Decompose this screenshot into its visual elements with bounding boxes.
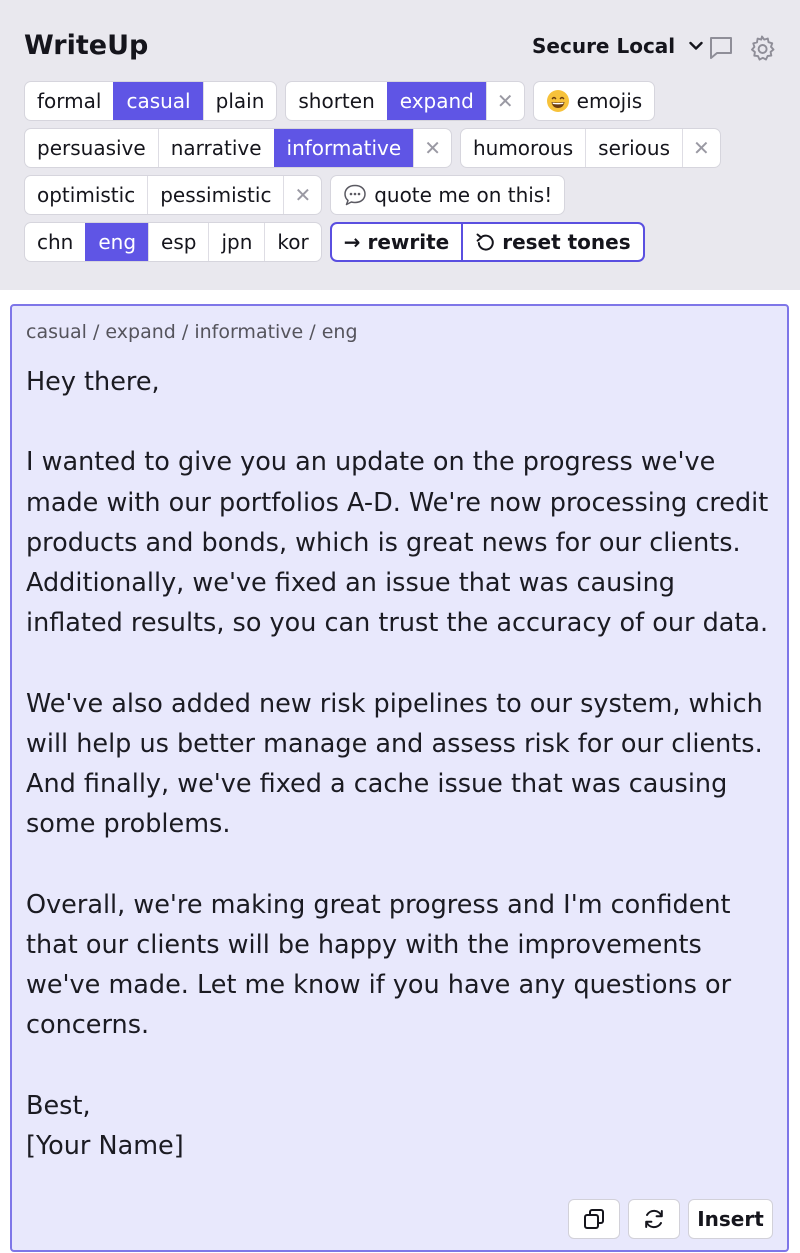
- lang-eng[interactable]: eng: [85, 223, 148, 261]
- tone-narrative[interactable]: narrative: [158, 129, 274, 167]
- language-group: [24, 222, 322, 262]
- tone-informative[interactable]: informative: [274, 129, 414, 167]
- tone-row-1: [24, 81, 655, 121]
- reset-tones-label: reset tones: [502, 230, 631, 254]
- tone-shorten[interactable]: shorten: [298, 89, 375, 113]
- tone-serious[interactable]: serious: [585, 129, 682, 167]
- tone-optimistic[interactable]: optimistic: [37, 183, 136, 207]
- model-select-label: Secure Local: [532, 34, 676, 58]
- tone-emojis[interactable]: [534, 82, 655, 120]
- header-bar: [0, 0, 800, 290]
- lang-chn[interactable]: chn: [37, 230, 74, 254]
- length-group: [285, 81, 524, 121]
- tone-casual[interactable]: casual: [113, 82, 202, 120]
- reset-tones-button[interactable]: [461, 224, 642, 260]
- lang-jpn[interactable]: jpn: [208, 223, 264, 261]
- tone-pessimistic[interactable]: pessimistic: [147, 176, 283, 214]
- rewrite-button[interactable]: → rewrite: [343, 230, 450, 254]
- insert-button[interactable]: Insert: [688, 1199, 773, 1239]
- quote-group: [330, 175, 565, 215]
- model-select[interactable]: [532, 34, 703, 58]
- style-group: [24, 81, 277, 121]
- tone-humorous[interactable]: humorous: [472, 136, 574, 160]
- output-panel: [10, 304, 789, 1252]
- regenerate-button[interactable]: [628, 1199, 680, 1239]
- gear-icon[interactable]: [748, 34, 776, 62]
- tone-persuasive[interactable]: persuasive: [37, 136, 146, 160]
- emojis-group: [533, 81, 656, 121]
- app-title: WriteUp: [24, 30, 149, 61]
- lang-esp[interactable]: esp: [148, 223, 208, 261]
- tone-row-3: [24, 175, 565, 215]
- tone-formal[interactable]: formal: [37, 89, 102, 113]
- lang-kor[interactable]: kor: [264, 223, 320, 261]
- clear-mood-button[interactable]: ✕: [682, 129, 720, 167]
- undo-icon: [475, 232, 495, 252]
- mode-group: [24, 128, 452, 168]
- clear-mode-button[interactable]: ✕: [413, 129, 451, 167]
- tone-row-2: [24, 128, 721, 168]
- mood-group: [460, 128, 721, 168]
- actions-group: [330, 222, 645, 262]
- outlook-group: [24, 175, 322, 215]
- tone-plain[interactable]: plain: [203, 82, 277, 120]
- chevron-down-icon: [689, 41, 703, 51]
- clear-outlook-button[interactable]: ✕: [283, 176, 321, 214]
- grinning-face-icon: [546, 89, 570, 113]
- refresh-icon: [642, 1207, 666, 1231]
- copy-button[interactable]: [568, 1199, 620, 1239]
- tone-emojis-label: emojis: [576, 89, 643, 113]
- chat-bubble-icon[interactable]: [707, 34, 735, 62]
- clear-length-button[interactable]: ✕: [486, 82, 524, 120]
- output-text[interactable]: Hey there, I wanted to give you an update on the progress we've made with our portfolios A-D. We're now processing credit products and bonds, which is great news for our clients. Additionally, we've fixed an issue that was causing inflated results, so you can trust the accuracy of our data. We've also added new risk pipelines to our system, which will help us better manage and assess risk for our clients. And finally, we've fixed a cache issue that was causing some problems. Overall, we're making great progress and I'm confident that our clients will be happy with the improvements we've made. Let me know if you have any questions or concerns. Best, [Your Name]: [26, 367, 769, 1161]
- tone-quote[interactable]: [331, 176, 564, 214]
- speech-bubble-icon: [343, 183, 367, 207]
- copy-icon: [582, 1207, 606, 1231]
- tone-breadcrumb: casual / expand / informative / eng: [26, 321, 358, 343]
- tone-row-4: [24, 222, 645, 262]
- tone-quote-label: quote me on this!: [374, 183, 553, 207]
- tone-expand[interactable]: expand: [387, 82, 486, 120]
